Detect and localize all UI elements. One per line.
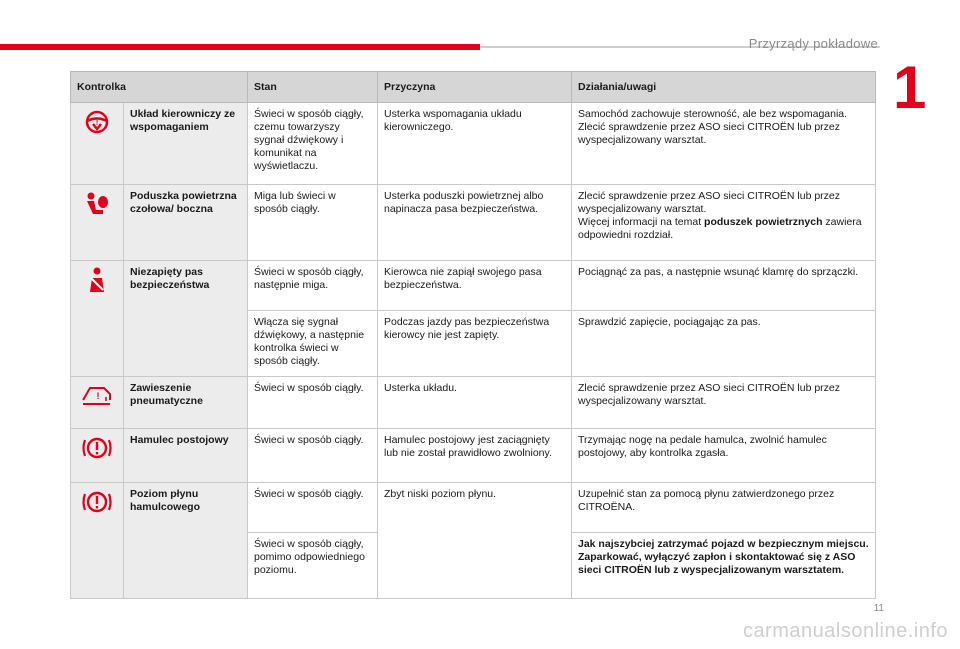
cause-cell: Usterka układu.	[378, 377, 572, 429]
svg-text:!: !	[95, 120, 99, 127]
indicator-name: Poduszka powietrzna czołowa/ boczna	[124, 185, 248, 261]
action-text: zawiera odpowiedni rozdział.	[578, 216, 862, 241]
chapter-number: 1	[893, 54, 927, 121]
action-cell: Uzupełnić stan za pomocą płynu zatwierdzonego przez CITROËNA.	[572, 483, 876, 533]
action-cell	[572, 185, 876, 261]
indicator-name: Zawieszenie pneumatyczne	[124, 377, 248, 429]
action-cell: Zlecić sprawdzenie przez ASO sieci CITROËN lub przez wyspecjalizowany warsztat.	[572, 377, 876, 429]
table-row	[71, 261, 876, 311]
watermark: carmanualsonline.info	[742, 620, 948, 642]
col-header-cause: Przyczyna	[378, 72, 572, 103]
col-header-indicator: Kontrolka	[71, 72, 248, 103]
action-cell: Jak najszybciej zatrzymać pojazd w bezpiecznym miejscu. Zaparkować, wyłączyć zapłon i skontaktować się z ASO sieci CITROËN lub z wyspecjalizowanym warsztatem.	[572, 533, 876, 599]
cause-cell: Usterka wspomagania układu kierowniczego.	[378, 103, 572, 185]
state-cell: Świeci w sposób ciągły.	[248, 377, 378, 429]
action-cell: Sprawdzić zapięcie, pociągając za pas.	[572, 311, 876, 377]
indicator-name: Hamulec postojowy	[124, 429, 248, 483]
state-cell: Świeci w sposób ciągły, następnie miga.	[248, 261, 378, 311]
action-link-text: poduszek powietrznych	[704, 216, 823, 228]
cause-cell: Zbyt niski poziom płynu.	[378, 483, 572, 599]
table-header-row	[71, 72, 876, 103]
table-row	[71, 483, 876, 533]
airbag-icon	[71, 185, 124, 261]
air-suspension-icon	[71, 377, 124, 429]
col-header-state: Stan	[248, 72, 378, 103]
svg-text:!: !	[96, 391, 100, 401]
cause-cell: Usterka poduszki powietrznej albo napinacza pasa bezpieczeństwa.	[378, 185, 572, 261]
state-cell: Świeci w sposób ciągły.	[248, 429, 378, 483]
state-cell: Świeci w sposób ciągły.	[248, 483, 378, 533]
table-row	[71, 185, 876, 261]
action-cell: Pociągnąć za pas, a następnie wsunąć klamrę do sprzączki.	[572, 261, 876, 311]
indicator-name: Układ kierowniczy ze wspomaganiem	[124, 103, 248, 185]
page-number: 11	[873, 603, 884, 614]
state-cell: Miga lub świeci w sposób ciągły.	[248, 185, 378, 261]
parking-brake-icon	[71, 429, 124, 483]
section-title: Przyrządy pokładowe	[748, 36, 878, 51]
cause-cell: Kierowca nie zapiął swojego pasa bezpieczeństwa.	[378, 261, 572, 311]
brake-fluid-icon	[71, 483, 124, 599]
action-text: Więcej informacji na temat	[578, 216, 705, 228]
action-cell: Samochód zachowuje sterowność, ale bez wspomagania. Zlecić sprawdzenie przez ASO sieci CITROËN lub przez wyspecjalizowany warsztat.	[572, 103, 876, 185]
action-cell: Trzymając nogę na pedale hamulca, zwolnić hamulec postojowy, aby kontrolka zgasła.	[572, 429, 876, 483]
state-cell: Świeci w sposób ciągły, czemu towarzyszy sygnał dźwiękowy i komunikat na wyświetlaczu.	[248, 103, 378, 185]
indicator-name: Poziom płynu hamulcowego	[124, 483, 248, 599]
state-cell: Świeci w sposób ciągły, pomimo odpowiedniego poziomu.	[248, 533, 378, 599]
indicator-name: Niezapięty pas bezpieczeństwa	[124, 261, 248, 377]
cause-cell: Hamulec postojowy jest zaciągnięty lub nie został prawidłowo zwolniony.	[378, 429, 572, 483]
warning-lights-table	[70, 71, 876, 599]
header-accent-bar	[0, 44, 480, 50]
table-row	[71, 429, 876, 483]
table-row	[71, 377, 876, 429]
col-header-action: Działania/uwagi	[572, 72, 876, 103]
table-row	[71, 103, 876, 185]
steering-wheel-warning-icon	[71, 103, 124, 185]
state-cell: Włącza się sygnał dźwiękowy, a następnie kontrolka świeci w sposób ciągły.	[248, 311, 378, 377]
action-text: Zlecić sprawdzenie przez ASO sieci CITROËN lub przez wyspecjalizowany warsztat.	[578, 190, 841, 215]
cause-cell: Podczas jazdy pas bezpieczeństwa kierowcy nie jest zapięty.	[378, 311, 572, 377]
seatbelt-icon	[71, 261, 124, 377]
